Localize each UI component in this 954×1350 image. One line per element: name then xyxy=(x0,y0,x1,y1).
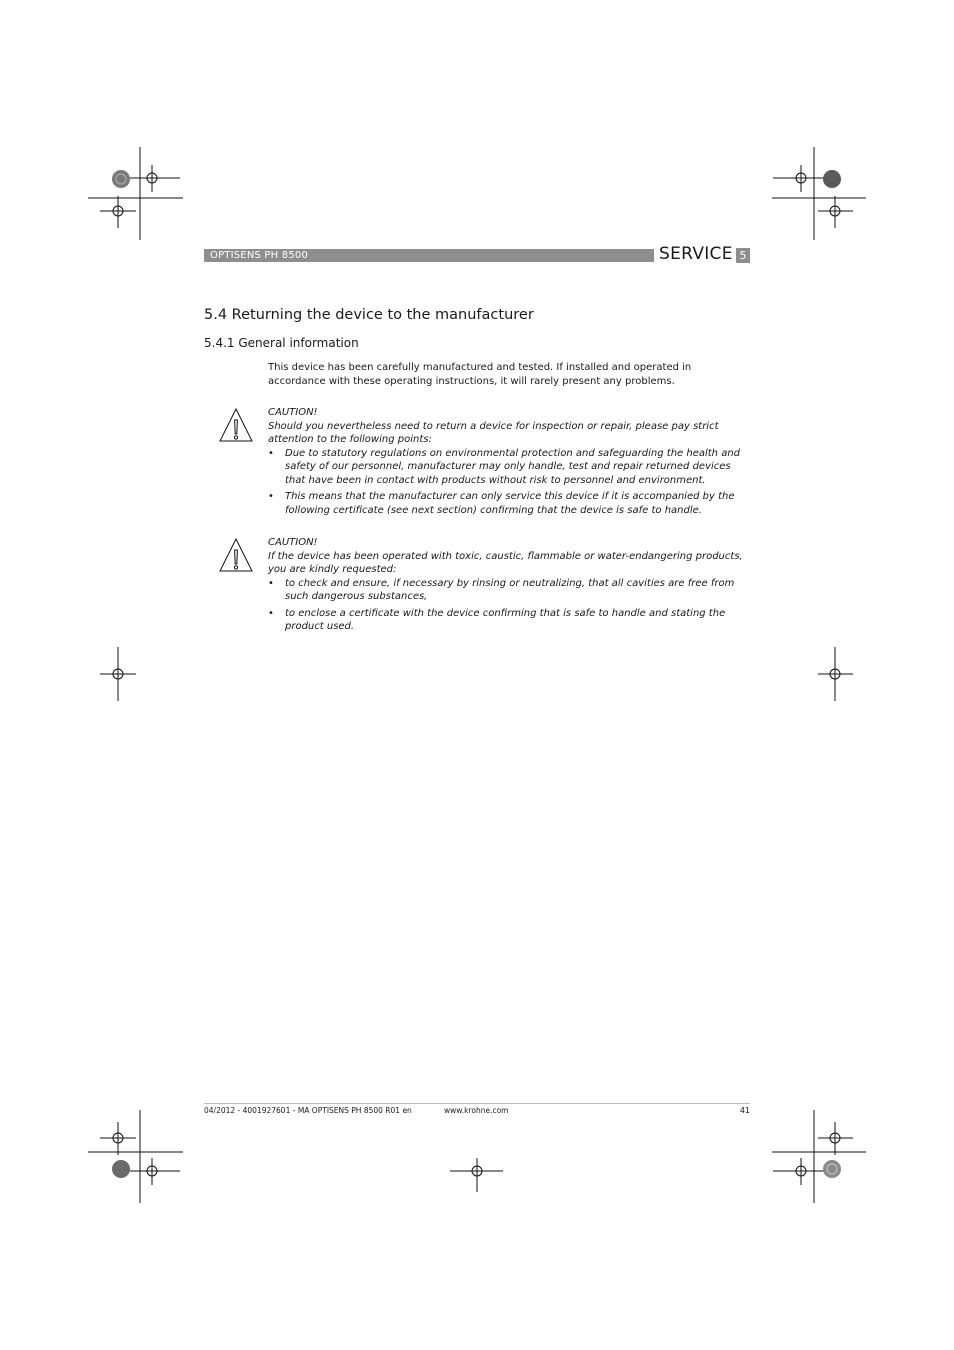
caution-bullet-list xyxy=(268,577,754,634)
list-item-text: This means that the manufacturer can only service this device if it is accompanied by the following certificate (see next section) confirming that the device is safe to handle. xyxy=(285,491,735,516)
caution-block-2 xyxy=(268,536,754,637)
bullet-marker: • xyxy=(268,577,274,589)
caution-title: CAUTION! xyxy=(268,407,318,418)
list-item xyxy=(268,447,754,488)
caution-text: Should you nevertheless need to return a device for inspection or repair, please pay strict attention to the following points: xyxy=(268,420,719,445)
caution-bullet-list xyxy=(268,447,754,518)
bullet-marker: • xyxy=(268,491,274,502)
warning-triangle-icon xyxy=(218,537,254,573)
page-number: 41 xyxy=(739,1106,750,1115)
caution-block-1 xyxy=(268,406,754,520)
footer-doc-info: 04/2012 - 4001927601 - MA OPTISENS PH 8500 R01 en xyxy=(204,1106,412,1115)
footer-website-link[interactable]: www.krohne.com xyxy=(444,1106,509,1115)
chapter-title: SERVICE xyxy=(659,244,733,264)
list-item-text: Due to statutory regulations on environmental protection and safeguarding the health and safety of our personnel, manufacturer may only handle, test and repair returned devices that have been in contact with products without risk to personnel and environment. xyxy=(285,447,741,486)
warning-triangle-icon xyxy=(218,407,254,443)
list-item-text: to check and ensure, if necessary by rinsing or neutralizing, that all cavities are free from such dangerous substances, xyxy=(285,577,735,602)
list-item-text: to enclose a certificate with the device confirming that is safe to handle and stating the product used. xyxy=(285,607,726,632)
list-item xyxy=(268,607,754,634)
list-item xyxy=(268,577,754,604)
subsection-heading: 5.4.1 General information xyxy=(204,336,359,350)
caution-text: If the device has been operated with toxic, caustic, flammable or water-endangering products, you are kindly requested: xyxy=(268,550,743,575)
footer-divider xyxy=(204,1103,750,1104)
bullet-marker: • xyxy=(268,447,274,459)
chapter-number-badge: 5 xyxy=(736,248,750,263)
header-product-label: OPTISENS PH 8500 xyxy=(210,250,309,261)
list-item xyxy=(268,490,754,517)
header-product-bar xyxy=(204,249,654,262)
section-heading: 5.4 Returning the device to the manufacturer xyxy=(204,307,534,323)
intro-paragraph: This device has been carefully manufactured and tested. If installed and operated in accordance with these operating instructions, it will rarely present any problems. xyxy=(268,362,692,387)
caution-title: CAUTION! xyxy=(268,537,318,548)
bullet-marker: • xyxy=(268,607,274,619)
